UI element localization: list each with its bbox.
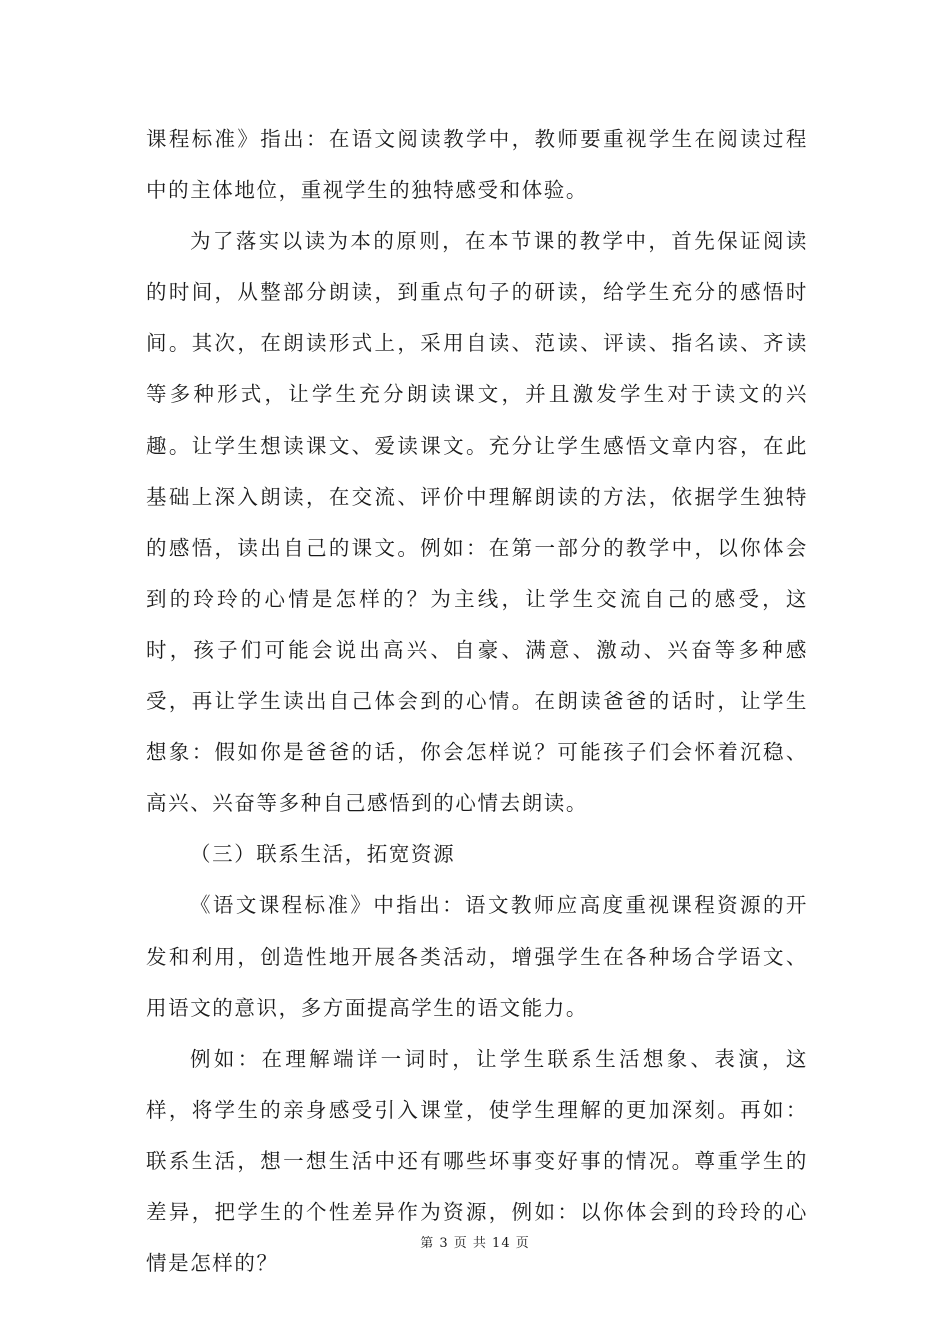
page-number: 第 3 页 共 14 页 xyxy=(420,1236,530,1251)
document-body xyxy=(146,114,808,1289)
paragraph-curriculum-standard: 《语文课程标准》中指出：语文教师应高度重视课程资源的开发和利用，创造性地开展各类活动，增强学生在各种场合学语文、用语文的意识，多方面提高学生的语文能力。 xyxy=(146,893,808,1020)
paragraph-example: 例如：在理解端详一词时，让学生联系生活想象、表演，这样，将学生的亲身感受引入课堂，使学生理解的更加深刻。再如：联系生活，想一想生活中还有哪些坏事变好事的情况。尊重学生的差异，把学生的个性差异作为资源，例如：以你体会到的玲玲的心情是怎样的？ xyxy=(146,1046,808,1276)
paragraph-reading-principle: 为了落实以读为本的原则，在本节课的教学中，首先保证阅读的时间，从整部分朗读，到重点句子的研读，给学生充分的感悟时间。其次，在朗读形式上，采用自读、范读、评读、指名读、齐读等多种形式，让学生充分朗读课文，并且激发学生对于读文的兴趣。让学生想读课文、爱读课文。充分让学生感悟文章内容，在此基础上深入朗读，在交流、评价中理解朗读的方法，依据学生独特的感悟，读出自己的课文。例如：在第一部分的教学中，以你体会到的玲玲的心情是怎样的？为主线，让学生交流自己的感受，这时，孩子们可能会说出高兴、自豪、满意、激动、兴奋等多种感受，再让学生读出自己体会到的心情。在朗读爸爸的话时，让学生想象：假如你是爸爸的话，你会怎样说？可能孩子们会怀着沉稳、高兴、兴奋等多种自己感悟到的心情去朗读。 xyxy=(146,229,808,816)
paragraph-continuation: 课程标准》指出：在语文阅读教学中，教师要重视学生在阅读过程中的主体地位，重视学生的独特感受和体验。 xyxy=(146,127,808,203)
section-heading: （三）联系生活，拓宽资源 xyxy=(190,842,456,867)
